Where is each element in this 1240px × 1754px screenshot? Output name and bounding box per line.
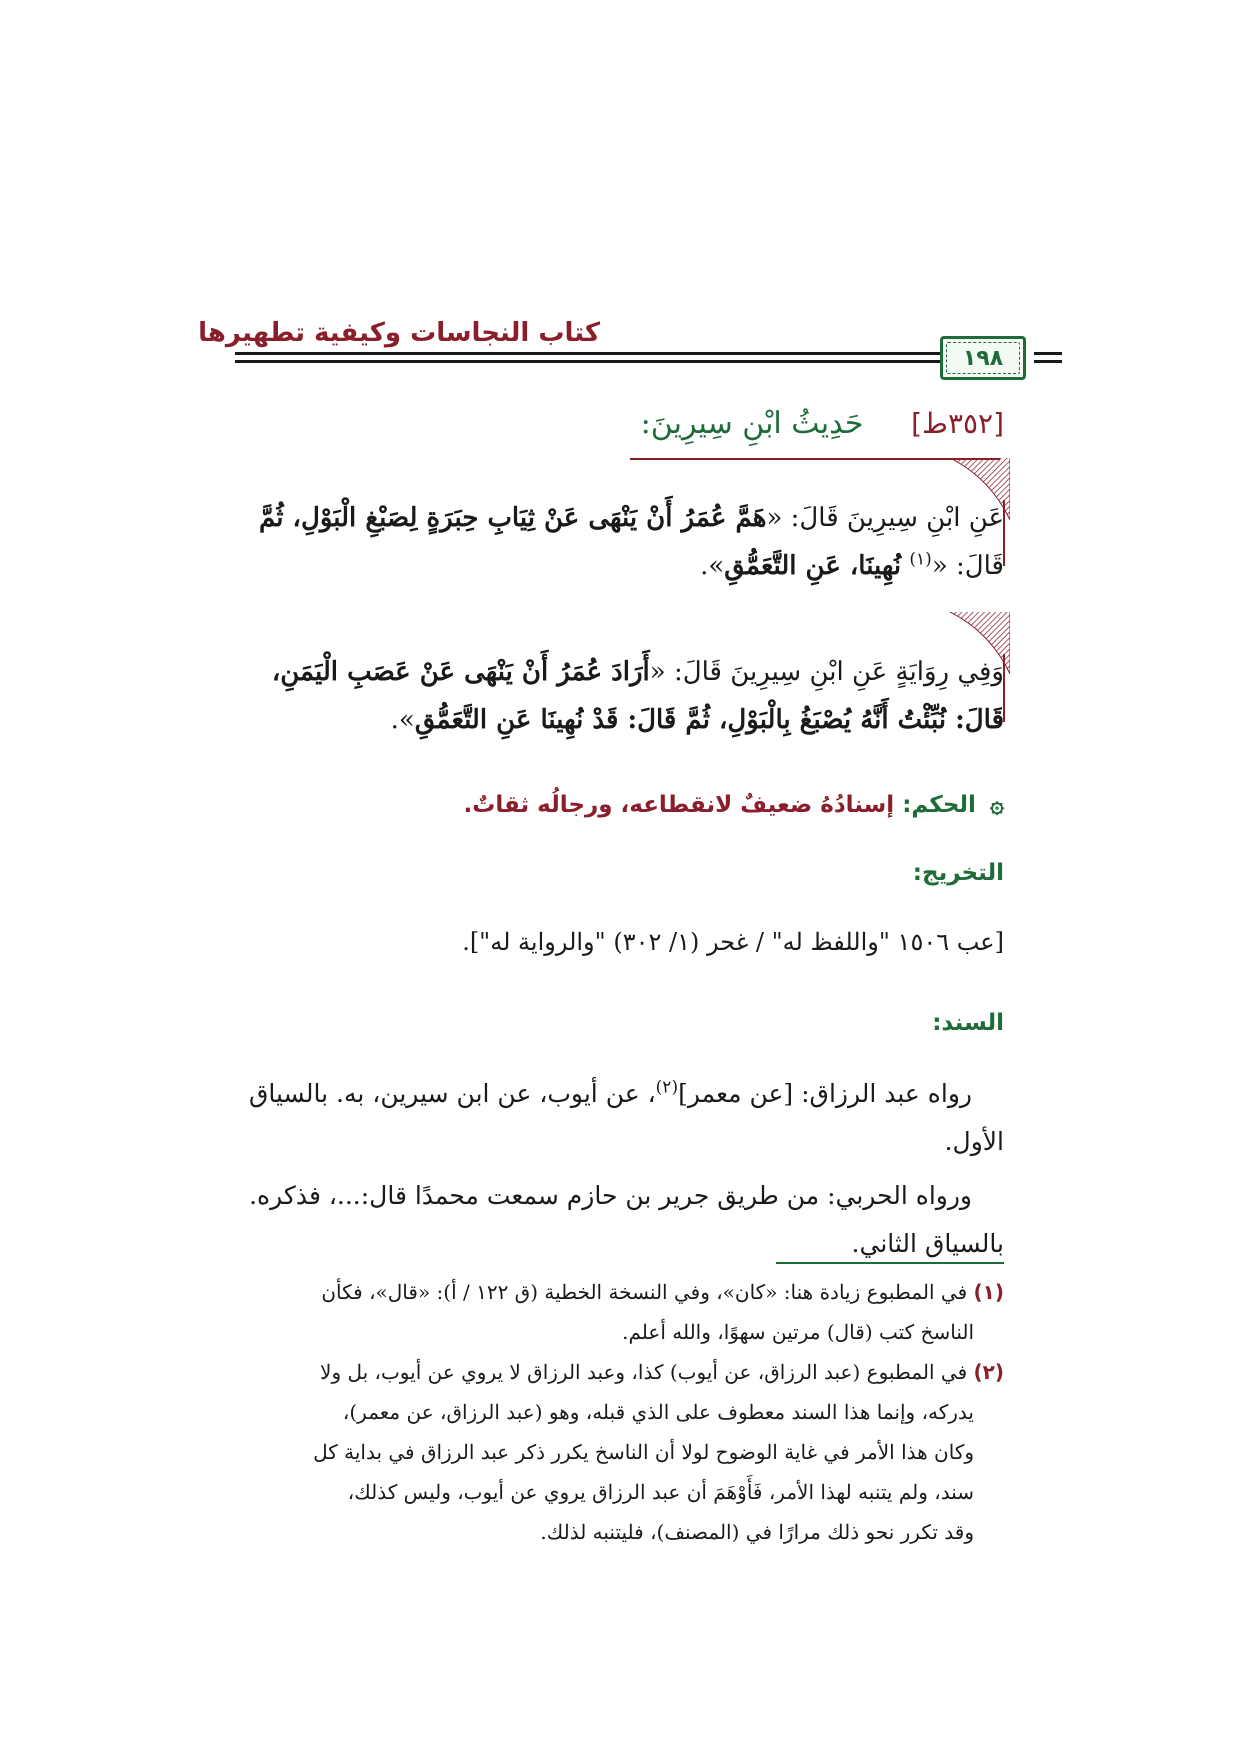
takhrij-heading: التخريج: <box>912 860 1004 886</box>
footnotes <box>234 1272 1004 1552</box>
footnote-separator <box>776 1262 1004 1264</box>
narration-1: عَنِ ابْنِ سِيرِينَ قَالَ: «هَمَّ عُمَرُ أَنْ يَنْهَى عَنْ ثِيَابِ حِبَرَةٍ لِصَبْغِ الْبَوْلِ، ثُمَّ قَالَ: «$^{(١)}$ نُهِينَا، عَنِ التَّعَمُّقِ». <box>258 503 1004 581</box>
sanad-paragraph: رواه عبد الرزاق: [عن معمر]$^{(٢)}$، عن أيوب، عن ابن سيرين، به. بالسياق الأول. <box>249 1077 1004 1156</box>
heading-underline <box>630 458 1000 460</box>
footnote: يدركه، وإنما هذا السند معطوف على الذي قبله، وهو (عبد الرزاق، عن معمر)، <box>342 1400 974 1424</box>
footnote-number: (٢) <box>973 1360 1004 1384</box>
narration-text: هَمَّ عُمَرُ أَنْ يَنْهَى عَنْ ثِيَابِ حِبَرَةٍ لِصَبْغِ الْبَوْلِ، ثُمَّ <box>258 503 767 533</box>
book-title: كتاب النجاسات وكيفية تطهيرها <box>198 318 600 348</box>
ruling-text: إسنادُهُ ضعيفٌ لانقطاعه، ورجالُه ثقاتٌ. <box>463 792 895 818</box>
header-rule <box>235 352 995 355</box>
narration-intro: قَالَ: « <box>931 551 1004 581</box>
ornament-flower-icon: ۞ <box>989 790 1004 818</box>
narration-intro: عَنِ ابْنِ سِيرِينَ قَالَ: « <box>766 503 1004 533</box>
hadith-number: [٣٥٢ط] <box>911 407 1004 440</box>
narration-text: نُهِينَا، عَنِ التَّعَمُّقِ <box>724 551 902 581</box>
footnote-number: (١) <box>973 1280 1004 1304</box>
sanad-paragraph: ورواه الحربي: من طريق جرير بن حازم سمعت محمدًا قال:...، فذكره. بالسياق الثاني. <box>249 1181 1004 1258</box>
footnote: الناسخ كتب (قال) مرتين سهوًا، والله أعلم. <box>622 1320 974 1344</box>
narration-text: قَالَ: نُبِّئْتُ أَنَّهُ يُصْبَغُ بِالْبَوْلِ، ثُمَّ قَالَ: قَدْ نُهِينَا عَنِ التَّعَمُّقِ <box>414 705 1004 735</box>
takhrij-text: [عب ١٥٠٦ "واللفظ له" / غحر (١/ ٣٠٢) "والرواية له"]. <box>462 928 1004 956</box>
footnote: وكان هذا الأمر في غاية الوضوح لولا أن الناسخ يكرر ذكر عبد الرزاق في بداية كل <box>313 1440 974 1464</box>
header-rule <box>1034 352 1062 355</box>
hadith-title: حَدِيثُ ابْنِ سِيرِينَ: <box>640 406 864 441</box>
header-rule <box>235 360 995 363</box>
ruling-label: الحكم: <box>902 792 976 818</box>
ruling <box>234 790 1004 818</box>
footnote: وقد تكرر نحو ذلك مرارًا في (المصنف)، فليتنبه لذلك. <box>540 1520 974 1544</box>
footnote: (١) في المطبوع زيادة هنا: «كان»، وفي النسخة الخطية (ق ١٢٢ / أ): «قال»، فكأن <box>321 1280 1004 1304</box>
footnote-ref[interactable]: (٢) <box>655 1077 679 1098</box>
footnote: سند، ولم يتنبه لهذا الأمر، فَأَوْهَمَ أن عبد الرزاق يروي عن أيوب، وليس كذلك، <box>347 1480 974 1504</box>
header-rule <box>1034 360 1062 363</box>
narration-text: أَرَادَ عُمَرُ أَنْ يَنْهَى عَنْ عَصَبِ الْيَمَنِ، <box>271 657 650 687</box>
hadith-heading <box>444 406 1004 441</box>
footnote-ref[interactable]: (١) <box>909 549 932 570</box>
page-number: ١٩٨ <box>962 345 1004 371</box>
narration-intro: وَفِي رِوَايَةٍ عَنِ ابْنِ سِيرِينَ قَالَ: « <box>649 657 1004 687</box>
narration-2: وَفِي رِوَايَةٍ عَنِ ابْنِ سِيرِينَ قَالَ: «أَرَادَ عُمَرُ أَنْ يَنْهَى عَنْ عَصَبِ الْيَمَنِ، قَالَ: نُبِّئْتُ أَنَّهُ يُصْبَغُ بِالْبَوْلِ، ثُمَّ قَالَ: قَدْ نُهِينَا عَنِ التَّعَمُّقِ». <box>271 657 1004 735</box>
page-number-frame <box>940 336 1026 380</box>
footnote: (٢) في المطبوع (عبد الرزاق، عن أيوب) كذا، وعبد الرزاق لا يروي عن أيوب، بل ولا <box>320 1360 1004 1384</box>
sanad-heading: السند: <box>932 1010 1004 1036</box>
